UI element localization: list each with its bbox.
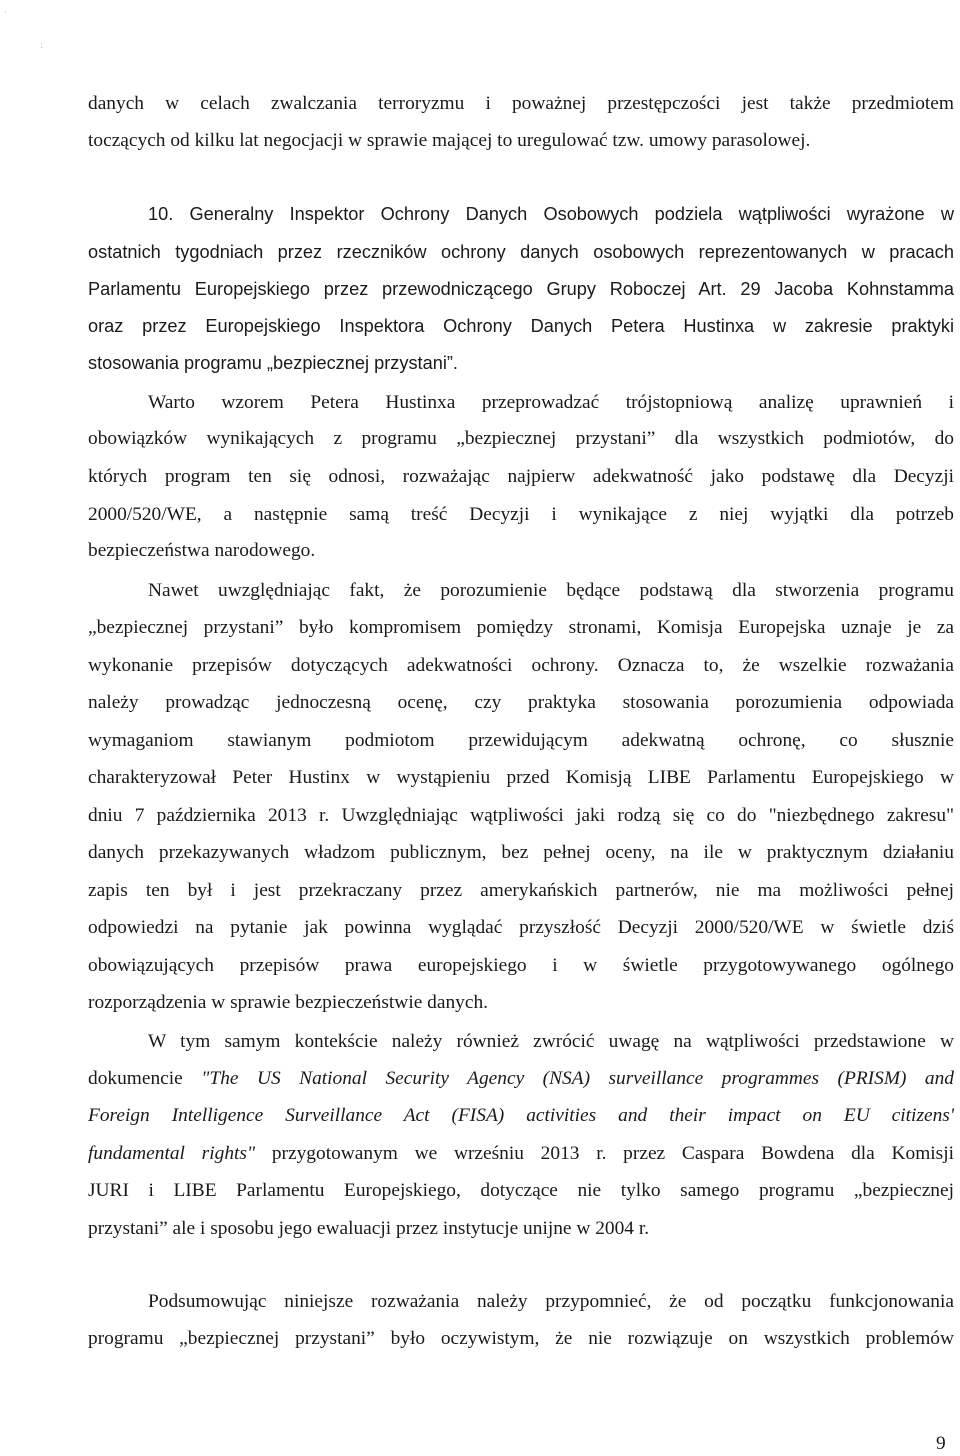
text-line: programu „bezpiecznej przystani” było oczywistym, że nie rozwiązuje on wszystkich problemów [88, 1328, 954, 1349]
text-line: oraz przez Europejskiego Inspektora Ochrony Danych Petera Hustinxa w zakresie praktyki [88, 316, 954, 336]
text-line: Nawet uwzględniając fakt, że porozumienie będące podstawą dla stworzenia programu [148, 580, 954, 601]
text-line: obowiązków wynikających z programu „bezpiecznej przystani” dla wszystkich podmiotów, do [88, 428, 954, 449]
text-line: ostatnich tygodniach przez rzeczników ochrony danych osobowych reprezentowanych w pracach [88, 242, 954, 262]
text-run: dokumencie [88, 1068, 183, 1089]
text-line: charakteryzował Peter Hustinx w wystąpieniu przed Komisją LIBE Parlamentu Europejskiego w [88, 767, 954, 788]
text-line: dniu 7 października 2013 r. Uwzględniając wątpliwości jaki rodzą się co do "niezbędnego zakresu" [88, 805, 954, 826]
text-line: przystani” ale i sposobu jego ewaluacji przez instytucje unijne w 2004 r. [88, 1218, 650, 1239]
text-line: wykonanie przepisów dotyczących adekwatności ochrony. Oznacza to, że wszelkie rozważania [88, 655, 954, 676]
scan-mark: : [40, 40, 44, 51]
text-line: W tym samym kontekście należy również zwrócić uwagę na wątpliwości przedstawione w [148, 1031, 954, 1052]
text-line: wymaganiom stawianym podmiotom przewidującym adekwatną ochronę, co słusznie [88, 730, 954, 751]
text-line: Podsumowując niniejsze rozważania należy przypomnieć, że od początku funkcjonowania [148, 1291, 954, 1312]
text-line: Warto wzorem Petera Hustinxa przeprowadzać trójstopniową analizę uprawnień i [148, 392, 954, 413]
text-line: danych w celach zwalczania terroryzmu i poważnej przestępczości jest także przedmiotem [88, 93, 954, 114]
text-line: 2000/520/WE, a następnie samą treść Decyzji i wynikające z niej wyjątki dla potrzeb [88, 504, 954, 525]
text-line: danych przekazywanych władzom publicznym, bez pełnej oceny, na ile w praktycznym działaniu [88, 842, 954, 863]
text-line [88, 1067, 954, 1091]
text-line: 10. Generalny Inspektor Ochrony Danych Osobowych podziela wątpliwości wyrażone w [148, 204, 954, 224]
text-line: odpowiedzi na pytanie jak powinna wyglądać przyszłość Decyzji 2000/520/WE w świetle dziś [88, 917, 954, 938]
text-line: bezpieczeństwa narodowego. [88, 540, 316, 561]
text-line: Parlamentu Europejskiego przez przewodniczącego Grupy Roboczej Art. 29 Jacoba Kohnstamma [88, 279, 954, 299]
text-run: przygotowanym we wrześniu 2013 r. przez Caspara Bowdena dla Komisji [271, 1143, 954, 1164]
text-line: stosowania programu „bezpiecznej przystani”. [88, 353, 458, 373]
text-line: rozporządzenia w sprawie bezpieczeństwie danych. [88, 992, 488, 1013]
text-line: JURI i LIBE Parlamentu Europejskiego, dotyczące nie tylko samego programu „bezpiecznej [88, 1180, 954, 1201]
document-title-text: Foreign Intelligence Surveillance Act (FISA) activities and their impact on EU citizens' [88, 1105, 954, 1126]
text-line: zapis ten był i jest przekraczany przez amerykańskich partnerów, nie ma możliwości pełnej [88, 880, 954, 901]
text-line: należy prowadząc jednoczesną ocenę, czy praktyka stosowania porozumienia odpowiada [88, 692, 954, 713]
document-title-text: fundamental rights" [88, 1143, 256, 1164]
text-line: toczących od kilku lat negocjacji w sprawie mającej to uregulować tzw. umowy parasolowej. [88, 130, 811, 151]
text-line: których program ten się odnosi, rozważając najpierw adekwatność jako podstawę dla Decyzji [88, 466, 954, 487]
text-line: obowiązujących przepisów prawa europejskiego i w świetle przygotowywanego ogólnego [88, 955, 954, 976]
scan-mark: , [4, 4, 8, 15]
text-line [88, 1142, 954, 1166]
text-line [88, 1104, 954, 1128]
page-number: 9 [936, 1433, 946, 1454]
document-title-text: "The US National Security Agency (NSA) surveillance programmes (PRISM) and [201, 1068, 954, 1089]
text-line: „bezpiecznej przystani” było kompromisem pomiędzy stronami, Komisja Europejska uznaje je za [88, 617, 954, 638]
